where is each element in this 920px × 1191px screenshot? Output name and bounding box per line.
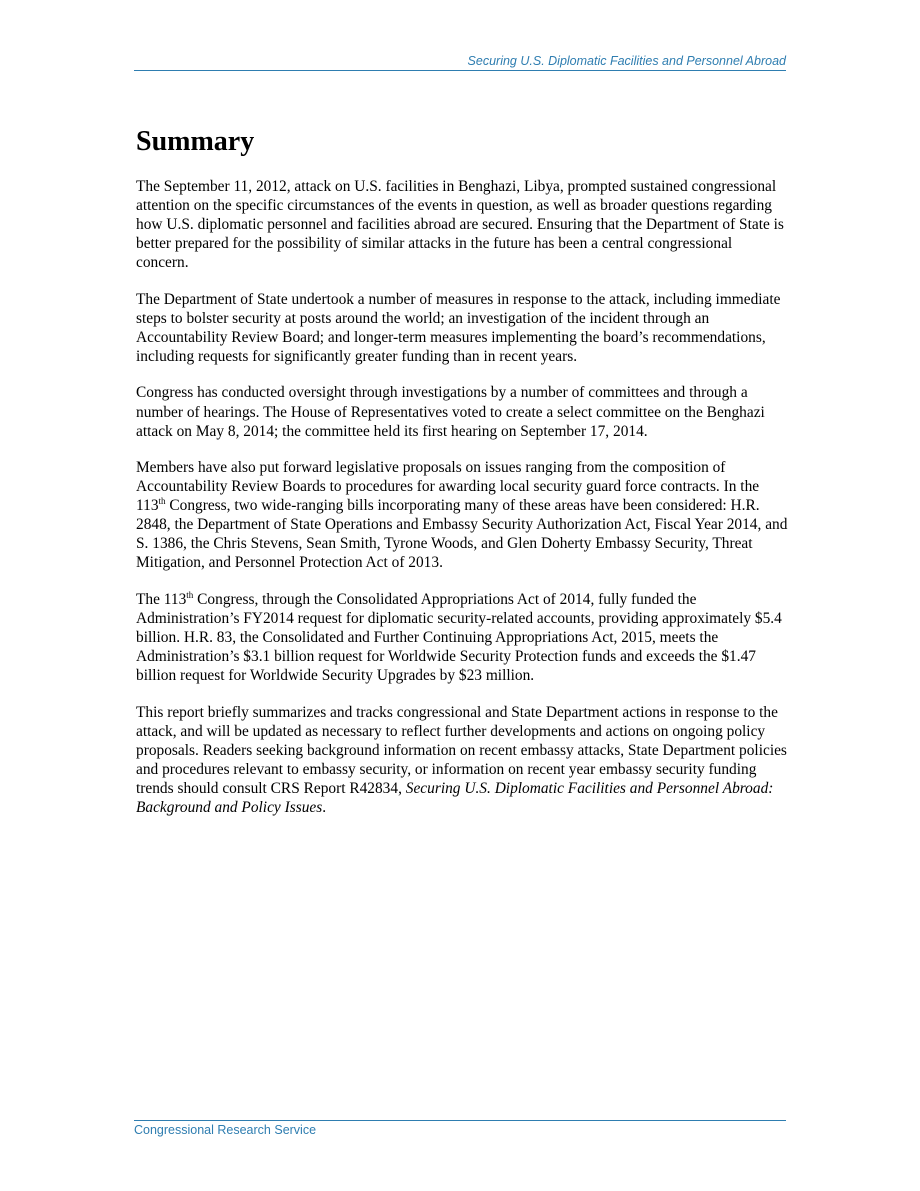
- paragraph-4-text-start: Members have also put forward legislative proposals on issues ranging from the composition of Accountability Review Boards to procedures for awarding local security guard force contracts. In the 113: [136, 459, 760, 515]
- ordinal-suffix: th: [158, 496, 166, 507]
- paragraph-6-text: This report briefly summarizes and tracks congressional and State Department actions in response to the attack, and will be updated as necessary to reflect further developments and actions on ongoing policy proposals. Readers seeking background information on recent embassy attacks, State Department policies and procedures relevant to embassy security, or information on recent year embassy security funding trends should consult CRS Report R42834,: [136, 703, 787, 798]
- paragraph-5-text-start: The 113: [136, 590, 187, 608]
- paragraph-3: Congress has conducted oversight through investigations by a number of committees and through a number of hearings. The House of Representatives voted to create a select committee on the Benghazi attack on May 8, 2014; the committee held its first hearing on September 17, 2014.: [136, 384, 765, 440]
- paragraph-6: [136, 703, 788, 818]
- paragraph-6-end: .: [322, 799, 327, 817]
- paragraph-1: The September 11, 2012, attack on U.S. facilities in Benghazi, Libya, prompted sustained congressional attention on the specific circumstances of the events in question, as well as broader questions regarding how U.S. diplomatic personnel and facilities abroad are secured. Ensuring that the Department of State is better prepared for the possibility of similar attacks in the future has been a central congressional concern.: [136, 178, 784, 272]
- paragraph-2: The Department of State undertook a number of measures in response to the attack, including immediate steps to bolster security at posts around the world; an investigation of the incident through an Accountability Review Board; and longer-term measures implementing the board’s recommendations, including requests for significantly greater funding than in recent years.: [136, 290, 781, 366]
- running-header: Securing U.S. Diplomatic Facilities and Personnel Abroad: [134, 54, 786, 71]
- footer: Congressional Research Service: [134, 1120, 786, 1138]
- paragraph-4: [136, 458, 788, 573]
- report-title: Securing U.S. Diplomatic Facilities and Personnel Abroad: Background and Policy Issues: [136, 780, 774, 817]
- summary-body: [136, 177, 788, 835]
- page-title: Summary: [136, 126, 255, 157]
- paragraph-5-text-end: Congress, through the Consolidated Appropriations Act of 2014, fully funded the Administration’s FY2014 request for diplomatic security-related accounts, providing approximately $5.4 billion. H.R. 83, the Consolidated and Further Continuing Appropriations Act, 2015, meets the Administration’s $3.1 billion request for Worldwide Security Protection funds and exceeds the $1.47 billion request for Worldwide Security Upgrades by $23 million.: [136, 590, 782, 685]
- paragraph-5: [136, 590, 788, 685]
- ordinal-suffix: th: [186, 589, 194, 600]
- paragraph-4-text-end: Congress, two wide-ranging bills incorporating many of these areas have been considered: H.R. 2848, the Department of State Operations and Embassy Security Authorization Act, Fiscal Year 2014, and S. 1386, the Chris Stevens, Sean Smith, Tyrone Woods, and Glen Doherty Embassy Security, Threat Mitigation, and Personnel Protection Act of 2013.: [136, 497, 788, 572]
